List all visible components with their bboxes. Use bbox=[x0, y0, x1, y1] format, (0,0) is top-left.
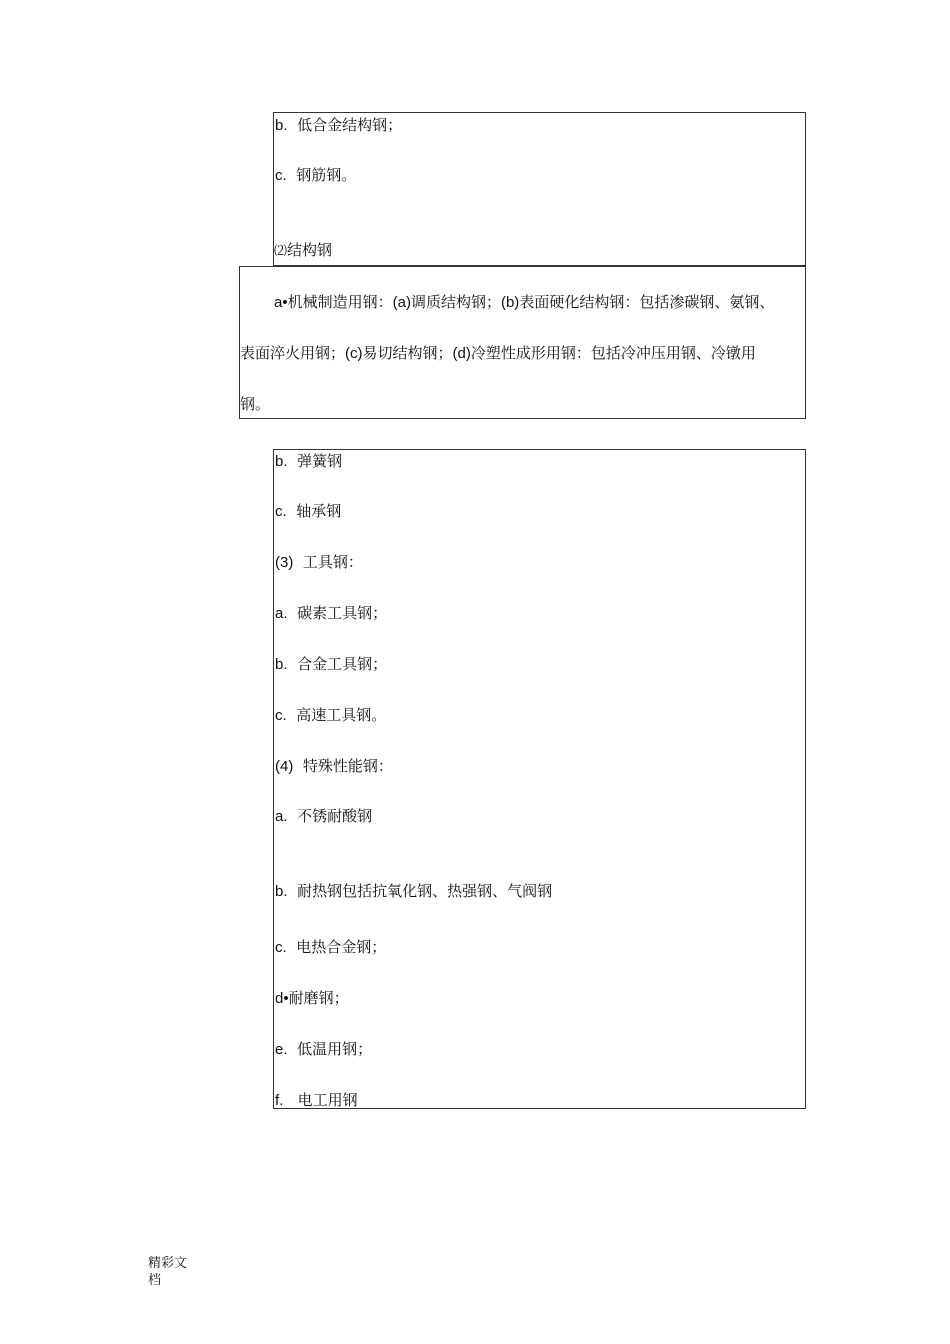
list-marker: b. bbox=[275, 453, 288, 470]
list-text: 钢筋钢。 bbox=[296, 166, 357, 184]
list-item bbox=[275, 604, 387, 623]
list-text: 低温用钢； bbox=[297, 1040, 373, 1058]
list-marker: a• bbox=[274, 294, 288, 311]
list-marker: (3) bbox=[275, 554, 294, 571]
paragraph-line bbox=[240, 344, 756, 363]
list-item bbox=[275, 1091, 358, 1110]
list-item bbox=[275, 452, 342, 471]
list-item bbox=[275, 116, 402, 135]
list-item bbox=[275, 706, 386, 725]
section-box-3 bbox=[273, 449, 806, 1109]
list-text: 高速工具钢。 bbox=[296, 706, 387, 724]
list-text: 耐热钢包括抗氧化钢、热强钢、气阀钢 bbox=[297, 882, 553, 900]
text-run: 机械制造用钢： bbox=[287, 293, 393, 311]
footer-line: 精彩文 bbox=[148, 1256, 188, 1271]
list-marker: d• bbox=[275, 990, 289, 1007]
section-box-1 bbox=[273, 112, 806, 266]
page-footer bbox=[148, 1255, 208, 1289]
list-text: 工具钢： bbox=[302, 553, 363, 571]
list-marker: c. bbox=[275, 939, 287, 956]
list-text: 电工用钢 bbox=[297, 1091, 358, 1109]
list-marker: c. bbox=[275, 167, 287, 184]
list-marker: c. bbox=[275, 503, 287, 520]
list-item bbox=[275, 989, 349, 1008]
list-text: 特殊性能钢： bbox=[302, 757, 393, 775]
text-run: 钢。 bbox=[240, 395, 271, 413]
sub-marker: (d) bbox=[452, 345, 471, 362]
list-item bbox=[275, 882, 552, 901]
text-run: 表面淬火用钢； bbox=[240, 344, 346, 362]
list-marker: a. bbox=[275, 605, 288, 622]
text-run: 表面硬化结构钢：包括渗碳钢、氨钢、 bbox=[519, 293, 775, 311]
list-item bbox=[275, 655, 387, 674]
list-item bbox=[275, 166, 356, 185]
text-run: 调质结构钢； bbox=[410, 293, 501, 311]
list-text: 弹簧钢 bbox=[297, 452, 343, 470]
list-text: 低合金结构钢； bbox=[297, 116, 403, 134]
list-item bbox=[275, 553, 363, 572]
list-marker: a. bbox=[275, 808, 288, 825]
list-text: 耐磨钢； bbox=[288, 989, 349, 1007]
paragraph-line bbox=[274, 293, 774, 312]
paragraph-line bbox=[240, 395, 270, 413]
text-run: 冷塑性成形用钢：包括冷冲压用钢、冷镦用 bbox=[470, 344, 756, 362]
list-marker: f. bbox=[275, 1092, 284, 1109]
list-text: 轴承钢 bbox=[296, 502, 342, 520]
list-item bbox=[275, 807, 372, 826]
footer-line: 档 bbox=[148, 1273, 162, 1288]
list-marker: c. bbox=[275, 707, 287, 724]
heading-text: 结构钢 bbox=[287, 241, 333, 259]
section-box-2 bbox=[239, 266, 806, 419]
list-text: 碳素工具钢； bbox=[297, 604, 388, 622]
list-item bbox=[275, 502, 341, 521]
sub-marker: (c) bbox=[345, 345, 363, 362]
list-item bbox=[275, 757, 393, 776]
sub-marker: (a) bbox=[392, 294, 411, 311]
text-run: 易切结构钢； bbox=[362, 344, 453, 362]
list-marker: b. bbox=[275, 117, 288, 134]
list-marker: b. bbox=[275, 656, 288, 673]
list-marker: e. bbox=[275, 1041, 288, 1058]
list-item bbox=[275, 938, 386, 957]
sub-marker: (b) bbox=[500, 294, 520, 311]
list-text: 合金工具钢； bbox=[297, 655, 388, 673]
list-marker: (4) bbox=[275, 758, 294, 775]
section-heading bbox=[274, 241, 332, 261]
list-text: 电热合金钢； bbox=[296, 938, 387, 956]
list-marker: b. bbox=[275, 883, 288, 900]
list-item bbox=[275, 1040, 372, 1059]
list-text: 不锈耐酸钢 bbox=[297, 807, 373, 825]
heading-marker: ⑵ bbox=[274, 244, 288, 259]
